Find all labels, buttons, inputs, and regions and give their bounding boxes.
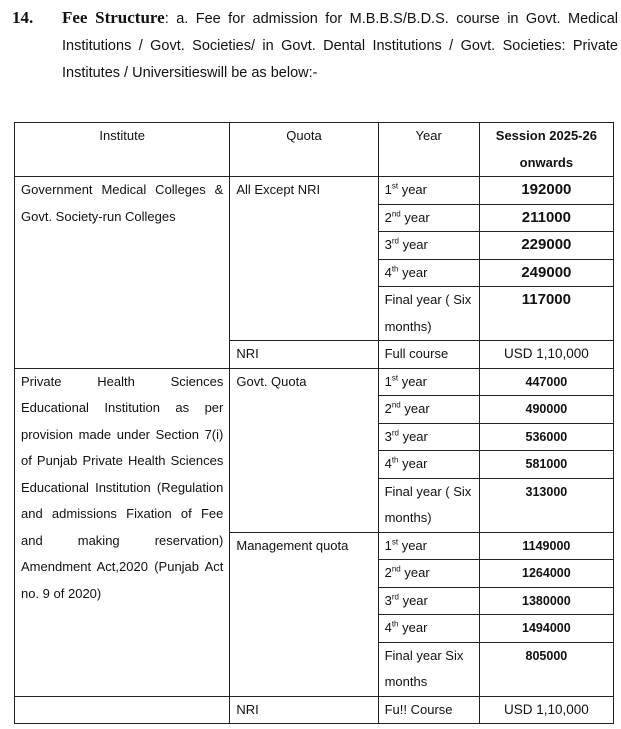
fee-cell: 1380000 [479, 587, 613, 615]
fee-cell: 581000 [479, 451, 613, 479]
year-cell: 1st year [378, 177, 479, 205]
header-institute: Institute [15, 123, 230, 177]
private-govt-quota-cell: Govt. Quota [230, 368, 378, 532]
year-cell: 2nd year [378, 560, 479, 588]
header-quota: Quota [230, 123, 378, 177]
full-course-cell: Full course [378, 341, 479, 369]
fee-cell: 249000 [479, 259, 613, 287]
year-cell: 4th year [378, 259, 479, 287]
year-cell: 1st year [378, 532, 479, 560]
final-year-cell: Final year ( Six months) [378, 478, 479, 532]
year-cell: 3rd year [378, 232, 479, 260]
final-year-cell: Final year Six months [378, 642, 479, 696]
fee-cell: 313000 [479, 478, 613, 532]
section-text: : a. Fee for admission for M.B.B.S/B.D.S. course in Govt. Medical Institutions / Govt. Societies/ in Govt. Dental Institutions / Govt. Societies: Private Institutes / Universitieswill be as below:- [62, 11, 618, 81]
year-cell: 3rd year [378, 423, 479, 451]
fee-cell: 536000 [479, 423, 613, 451]
fee-structure-table [14, 122, 614, 724]
fee-cell: 447000 [479, 368, 613, 396]
year-cell: 4th year [378, 615, 479, 643]
fee-cell: 229000 [479, 232, 613, 260]
table-row [15, 368, 614, 396]
fee-cell: 192000 [479, 177, 613, 205]
header-year: Year [378, 123, 479, 177]
year-cell: 1st year [378, 368, 479, 396]
nri-quota-cell: NRI [230, 696, 378, 724]
fee-cell: 490000 [479, 396, 613, 424]
table-row [15, 696, 614, 724]
nri-fee-cell: USD 1,10,000 [479, 341, 613, 369]
nri-fee-cell: USD 1,10,000 [479, 696, 613, 724]
management-quota-cell: Management quota [230, 532, 378, 696]
govt-quota-cell: All Except NRI [230, 177, 378, 341]
table-header-row [15, 123, 614, 177]
private-nri-institute-cell [15, 696, 230, 724]
year-cell: 2nd year [378, 204, 479, 232]
full-course-cell: Fu!! Course [378, 696, 479, 724]
section-title: Fee Structure [62, 8, 165, 27]
fee-cell: 1149000 [479, 532, 613, 560]
header-session: Session 2025-26 onwards [479, 123, 613, 177]
section-paragraph [62, 4, 618, 87]
fee-cell: 1264000 [479, 560, 613, 588]
final-year-cell: Final year ( Six months) [378, 287, 479, 341]
section-heading [12, 4, 618, 87]
fee-cell: 117000 [479, 287, 613, 341]
year-cell: 3rd year [378, 587, 479, 615]
table-row [15, 177, 614, 205]
private-institute-cell: Private Health Sciences Educational Institution as per provision made under Section 7(i) of Punjab Private Health Sciences Educational Institution (Regulation and admissions Fixation of Fee and making reservation) Amendment Act,2020 (Punjab Act no. 9 of 2020) [15, 368, 230, 696]
fee-cell: 1494000 [479, 615, 613, 643]
govt-institute-cell: Government Medical Colleges & Govt. Society-run Colleges [15, 177, 230, 369]
fee-cell: 211000 [479, 204, 613, 232]
fee-cell: 805000 [479, 642, 613, 696]
section-number: 14. [12, 8, 34, 27]
year-cell: 2nd year [378, 396, 479, 424]
year-cell: 4th year [378, 451, 479, 479]
nri-quota-cell: NRI [230, 341, 378, 369]
